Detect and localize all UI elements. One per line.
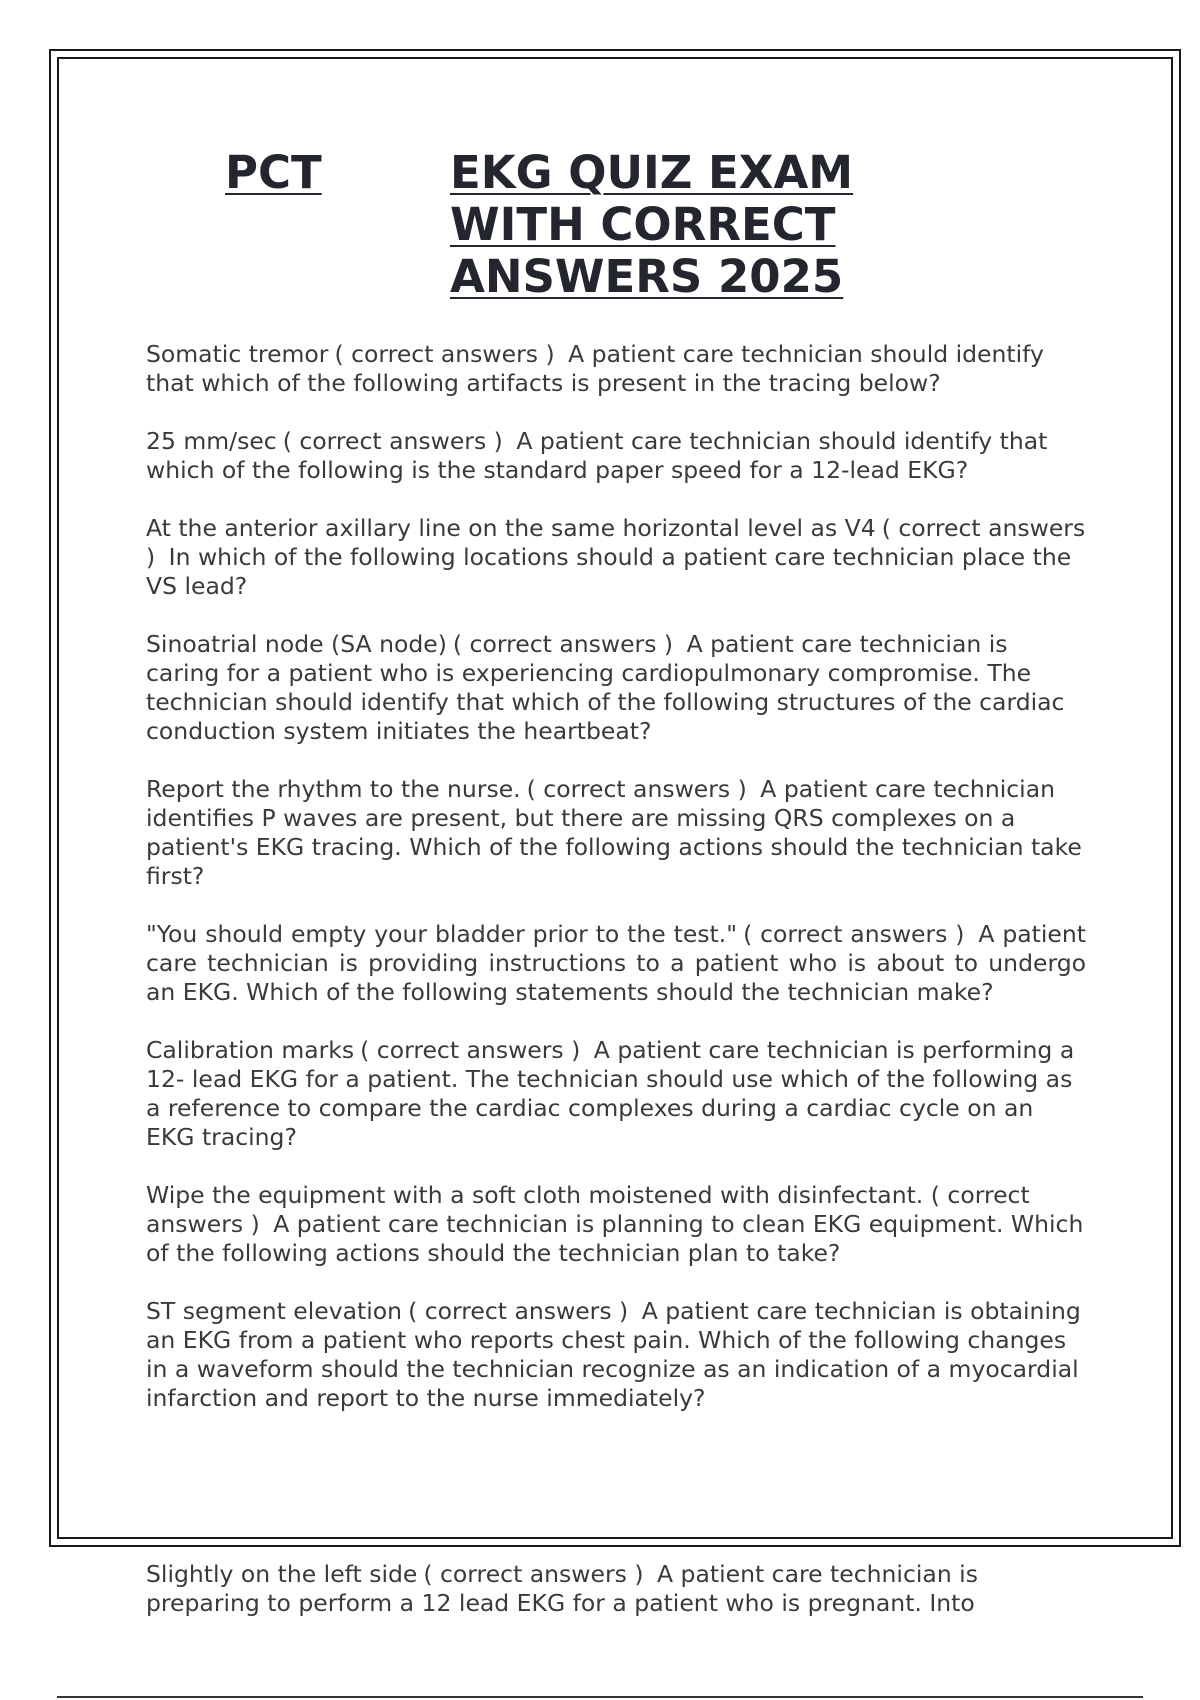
document-title: [450, 147, 890, 303]
qa-question: A patient care technician should identify that which of the following is the standard paper speed for a 12-lead EKG?: [146, 427, 1048, 484]
qa-answer: "You should empty your bladder prior to the test.": [146, 920, 738, 948]
qa-item: [146, 775, 1086, 891]
qa-answer: ST segment elevation: [146, 1297, 403, 1325]
qa-question: A patient care technician is obtaining an EKG from a patient who reports chest pain. Which of the following changes in a waveform should the technician recognize as an indication of a myocardial infarction and report to the nurse immediately?: [146, 1297, 1081, 1412]
qa-answer: Calibration marks: [146, 1036, 355, 1064]
qa-answer: At the anterior axillary line on the same horizontal level as V4: [146, 514, 876, 542]
correct-answers-tag: ( correct answers ): [423, 1560, 644, 1588]
qa-question: A patient care technician identifies P waves are present, but there are missing QRS complexes on a patient's EKG tracing. Which of the following actions should the technician take first?: [146, 775, 1082, 890]
qa-item: [146, 1297, 1086, 1413]
correct-answers-tag: ( correct answers ): [360, 1036, 581, 1064]
page-divider: [57, 1696, 1143, 1698]
correct-answers-tag: ( correct answers ): [282, 427, 503, 455]
correct-answers-tag: ( correct answers ): [526, 775, 747, 803]
qa-item: [146, 630, 1086, 746]
qa-answer: 25 mm/sec: [146, 427, 277, 455]
qa-question: A patient care technician should identify that which of the following artifacts is present in the tracing below?: [146, 340, 1044, 397]
qa-answer: Wipe the equipment with a soft cloth moistened with disinfectant.: [146, 1181, 924, 1209]
correct-answers-tag: ( correct answers ): [408, 1297, 629, 1325]
qa-item: [146, 340, 1086, 398]
title-line-1: EKG QUIZ EXAM: [450, 146, 854, 199]
qa-question: A patient care technician is performing a 12- lead EKG for a patient. The technician should use which of the following as a reference to compare the cardiac complexes during a cardiac cycle on an EKG tracing?: [146, 1036, 1075, 1151]
qa-answer: Slightly on the left side: [146, 1560, 418, 1588]
title-pct: PCT: [225, 146, 322, 199]
title-line-3: ANSWERS 2025: [450, 250, 844, 303]
qa-item: [146, 514, 1086, 601]
qa-question: A patient care technician is providing instructions to a patient who is about to undergo an EKG. Which of the following statements should the technician make?: [146, 920, 1086, 1006]
qa-item-cut-off: [146, 1560, 1086, 1617]
qa-item: [146, 1036, 1086, 1152]
qa-question: A patient care technician is preparing to perform a 12 lead EKG for a patient who is pregnant. Into: [146, 1560, 978, 1617]
correct-answers-tag: ( correct answers ): [334, 340, 555, 368]
correct-answers-tag: ( correct answers ): [452, 630, 674, 658]
correct-answers-tag: ( correct answers ): [743, 920, 965, 948]
correct-answers-tag: ( correct answers ): [146, 1181, 1030, 1238]
qa-item: [146, 427, 1086, 485]
qa-question: A patient care technician is planning to clean EKG equipment. Which of the following actions should the technician plan to take?: [146, 1210, 1084, 1267]
qa-question: In which of the following locations should a patient care technician place the VS lead?: [146, 543, 1072, 600]
correct-answers-tag: ( correct answers ): [146, 514, 1086, 571]
qa-item: [146, 1181, 1086, 1268]
qa-answer: Somatic tremor: [146, 340, 329, 368]
qa-answer: Sinoatrial node (SA node): [146, 630, 447, 658]
qa-answer: Report the rhythm to the nurse.: [146, 775, 521, 803]
qa-list: [146, 340, 1086, 1442]
qa-question: A patient care technician is caring for a patient who is experiencing cardiopulmonary compromise. The technician should identify that which of the following structures of the cardiac conduction system initiates the heartbeat?: [146, 630, 1065, 745]
qa-item: [146, 920, 1086, 1007]
title-line-2: WITH CORRECT: [450, 198, 836, 251]
